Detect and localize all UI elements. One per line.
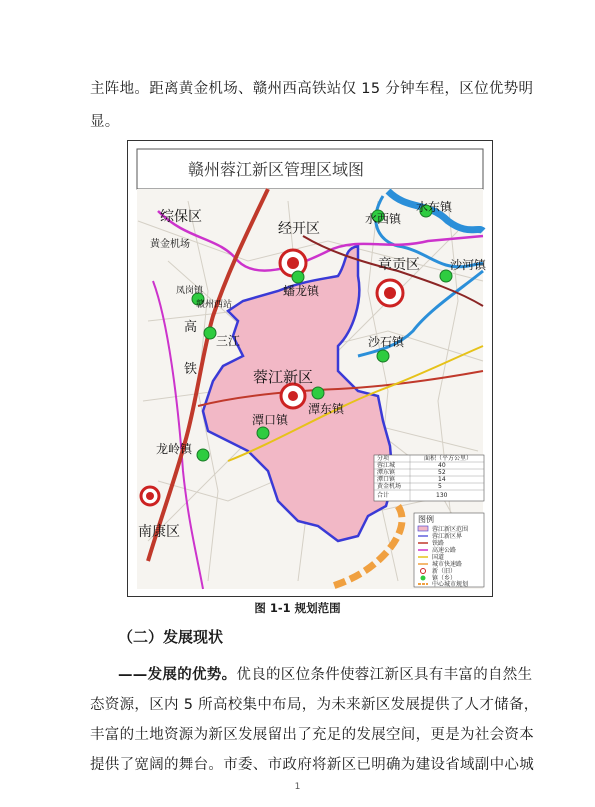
table-cell: 黄金机场	[377, 483, 402, 490]
page-number: 1	[294, 782, 301, 792]
label-shuidong: 水东镇	[416, 200, 453, 214]
legend-swatch-town	[421, 576, 426, 581]
town-marker-sanjiang	[204, 327, 216, 339]
legend-item: 蓉江新区界	[432, 533, 463, 540]
town-marker-longling	[197, 449, 209, 461]
town-marker-shashi	[377, 350, 389, 362]
label-nankang: 南康区	[138, 524, 180, 540]
figure-caption: 图 1-1 规划范围	[254, 601, 341, 615]
table-cell: 潭东镇	[377, 469, 396, 476]
label-shahe: 沙河镇	[450, 258, 487, 272]
body-line-3: 丰富的土地资源为新区发展留出了充足的发展空间，更是为社会资本	[90, 727, 534, 743]
legend-item: 国道	[432, 554, 445, 561]
label-zhanggong: 章贡区	[378, 257, 420, 273]
label-sanjiang: 三江	[216, 334, 241, 348]
area-table	[374, 454, 484, 501]
town-marker-tankou	[257, 427, 269, 439]
legend-title: 图例	[418, 515, 434, 524]
legend-item: 城市快速路	[432, 561, 463, 568]
body-line-1	[118, 663, 532, 684]
intro-line-1: 主阵地。距离黄金机场、赣州西高铁站仅 15 分钟车程，区位优势明	[90, 81, 534, 97]
legend-item: 镇（乡）	[432, 575, 457, 582]
table-header-area: 面积（平方公里）	[424, 455, 473, 462]
intro-line-2: 显。	[90, 114, 120, 130]
table-cell: 合计	[377, 492, 390, 499]
center-marker-zhanggong	[377, 280, 403, 306]
legend-item: 高速公路	[432, 547, 457, 554]
town-marker-tandong	[312, 387, 324, 399]
body-lead-bold: ——发展的优势。	[118, 667, 237, 683]
label-fenggang: 凤岗镇	[176, 286, 204, 296]
label-tankou: 潭口镇	[252, 413, 289, 427]
legend-item: 蓉江新区范围	[432, 526, 469, 533]
label-shashi: 沙石镇	[368, 335, 405, 349]
table-cell: 14	[438, 476, 446, 483]
town-marker-panlong	[292, 271, 304, 283]
legend-swatch-area	[418, 526, 428, 531]
label-shuixi: 水西镇	[365, 212, 402, 226]
label-rongjiang: 蓉江新区	[253, 368, 314, 386]
table-cell: 蓉江城	[377, 462, 396, 469]
table-header-name: 分项	[377, 455, 390, 462]
legend-item: 铁路	[432, 540, 445, 547]
center-marker-nankang	[141, 487, 159, 505]
label-ganzhou-west: 赣州西站	[196, 300, 233, 310]
body-lead-rest: 优良的区位条件使蓉江新区具有丰富的自然生	[236, 667, 533, 683]
label-gao: 高	[184, 320, 198, 335]
legend-swatch-center	[421, 569, 426, 574]
district-map	[127, 140, 493, 597]
label-zongbao: 综保区	[160, 209, 202, 225]
label-huangjin-airport: 黄金机场	[150, 239, 190, 250]
label-tandong: 潭东镇	[308, 402, 345, 416]
map-title-text: 赣州蓉江新区管理区域图	[188, 160, 365, 179]
table-cell: 40	[438, 462, 446, 469]
label-longling: 龙岭镇	[156, 442, 193, 456]
legend-item: 中心城市规划	[432, 581, 469, 588]
center-marker-rongjiang	[281, 384, 305, 408]
body-line-4: 提供了宽阔的舞台。市委、市政府将新区已明确为建设省域副中心城	[90, 757, 534, 773]
label-tie: 铁	[184, 362, 198, 377]
label-kaifa: 经开区	[278, 221, 320, 237]
label-panlong: 蟠龙镇	[283, 284, 320, 298]
map-legend	[414, 513, 484, 588]
table-cell: 130	[436, 492, 448, 499]
map-canvas	[128, 141, 492, 596]
body-line-2: 态资源，区内 5 所高校集中布局，为未来新区发展提供了人才储备，	[90, 697, 539, 713]
table-cell: 52	[438, 469, 446, 476]
section-heading: （二）发展现状	[118, 628, 224, 646]
table-cell: 5	[438, 483, 442, 490]
table-cell: 潭口镇	[377, 476, 396, 483]
legend-item: 新（旧）	[432, 568, 457, 575]
